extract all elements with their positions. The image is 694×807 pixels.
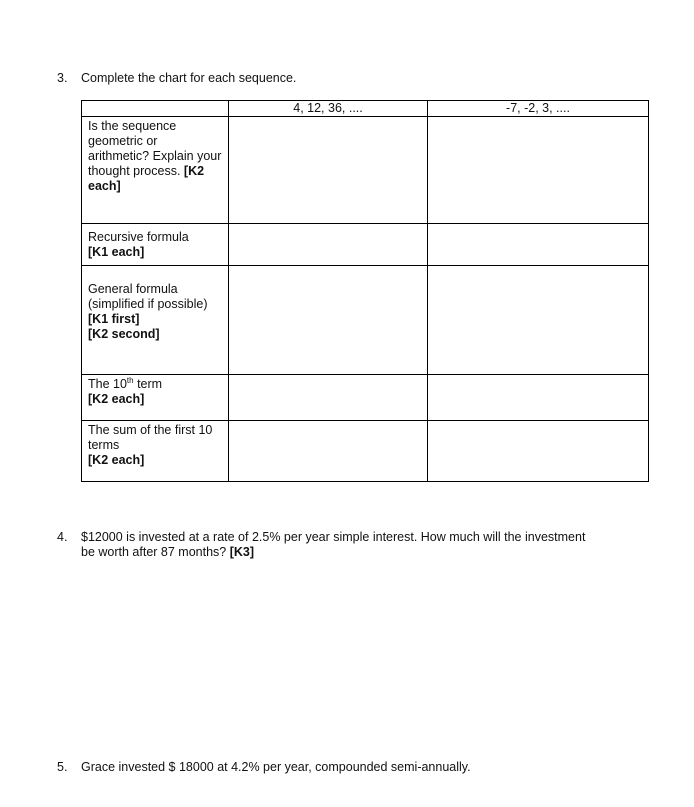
chart-header-empty — [82, 101, 229, 117]
question-3-text: Complete the chart for each sequence. — [81, 71, 297, 85]
sequence-chart — [81, 100, 649, 482]
answer-cell[interactable] — [229, 266, 428, 375]
answer-cell[interactable] — [428, 224, 649, 266]
question-3-number: 3. — [57, 71, 68, 85]
question-5 — [57, 760, 657, 776]
question-4-marks: [K3] — [229, 545, 255, 559]
chart-row-recursive — [82, 224, 649, 266]
row-label-text-pre: The 10 — [88, 377, 127, 391]
row-label-marks: [K1 each] — [88, 245, 145, 259]
question-4 — [57, 530, 657, 562]
row-label-text: Is the sequence geometric or arithmetic? Explain your thought process. — [88, 119, 222, 178]
question-4-line-2: be worth after 87 months? — [81, 545, 227, 559]
chart-row-tenth-term — [82, 375, 649, 421]
answer-cell[interactable] — [229, 224, 428, 266]
row-label-marks-second: [K2 second] — [88, 327, 160, 341]
answer-cell[interactable] — [428, 117, 649, 224]
question-4-text — [81, 530, 661, 560]
answer-cell[interactable] — [229, 421, 428, 482]
answer-cell[interactable] — [428, 266, 649, 375]
row-label-text: The sum of the first 10 terms — [88, 423, 213, 452]
answer-cell[interactable] — [229, 375, 428, 421]
row-label-type — [82, 117, 229, 224]
chart-row-sum — [82, 421, 649, 482]
question-3 — [57, 71, 657, 87]
row-label-text-post: term — [133, 377, 163, 391]
row-label-marks: [K2 each] — [88, 453, 145, 467]
row-label-text: Recursive formula — [88, 230, 189, 244]
row-label-sum — [82, 421, 229, 482]
row-label-general — [82, 266, 229, 375]
chart-header-sequence-1: 4, 12, 36, .... — [229, 101, 428, 117]
row-label-text: General formula (simplified if possible) — [88, 282, 208, 311]
row-label-tenth-term — [82, 375, 229, 421]
row-label-marks: [K1 first] — [88, 312, 140, 326]
question-5-number: 5. — [57, 760, 68, 774]
answer-cell[interactable] — [428, 421, 649, 482]
row-label-recursive — [82, 224, 229, 266]
chart-row-type — [82, 117, 649, 224]
answer-cell[interactable] — [229, 117, 428, 224]
question-4-line-1: $12000 is invested at a rate of 2.5% per year simple interest. How much will the investment — [81, 530, 586, 544]
answer-cell[interactable] — [428, 375, 649, 421]
chart-header-row — [82, 101, 649, 117]
chart-row-general — [82, 266, 649, 375]
question-5-text: Grace invested $ 18000 at 4.2% per year, compounded semi-annually. — [81, 760, 471, 774]
row-label-marks: [K2 each] — [88, 392, 145, 406]
row-label-marks: [K2 each] — [88, 164, 205, 193]
question-4-number: 4. — [57, 530, 68, 544]
row-label-superscript: th — [126, 375, 134, 385]
chart-header-sequence-2: -7, -2, 3, .... — [428, 101, 649, 117]
